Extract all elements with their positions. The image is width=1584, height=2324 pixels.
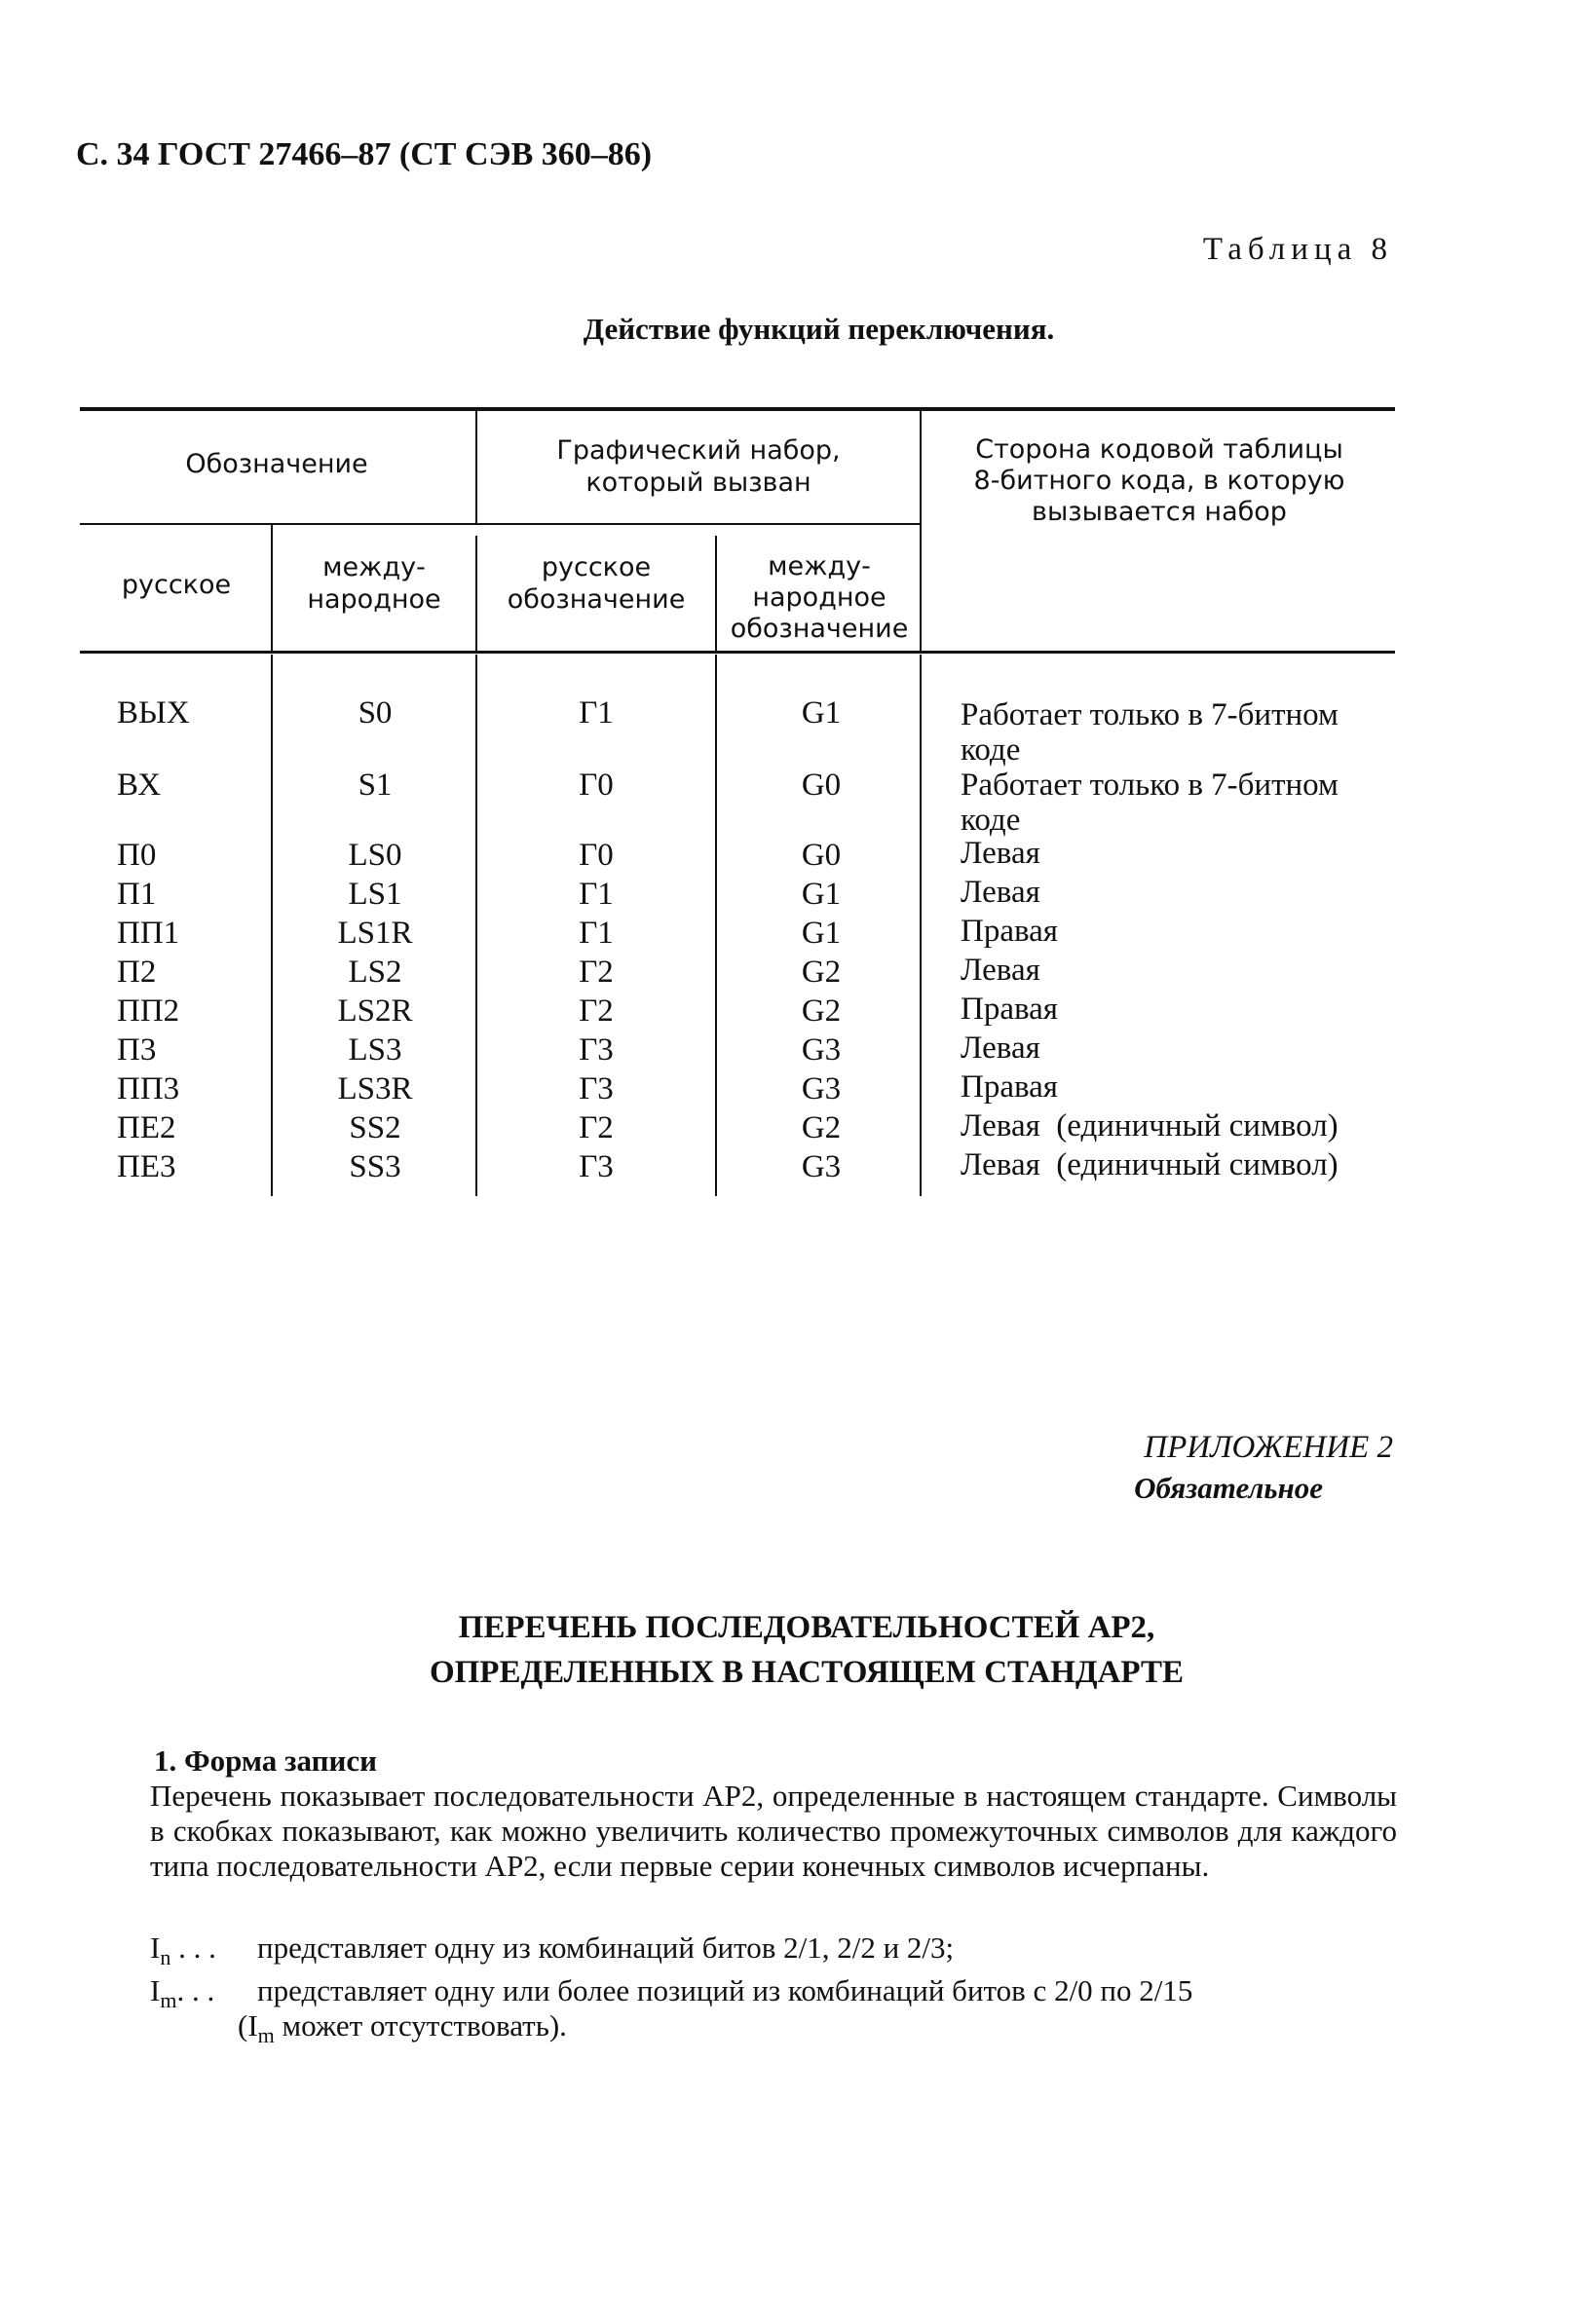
row-4-int: LS1 <box>348 877 402 912</box>
table-vline-3 <box>271 524 273 653</box>
row-3-ru: П0 <box>117 838 157 873</box>
definition-im <box>150 1973 1407 2051</box>
page-header: С. 34 ГОСТ 27466–87 (СТ СЭВ 360–86) <box>76 136 653 172</box>
row-5-int: LS1R <box>337 916 413 951</box>
table-caption: Действие функций переключения. <box>583 312 1055 346</box>
definition-in-text: представляет одну из комбинаций битов 2/1, 2/2 и 2/3; <box>257 1930 955 1965</box>
row-7-ru: ПП2 <box>117 993 180 1029</box>
table-header-bottom-rule <box>80 651 1395 654</box>
row-2-int: S1 <box>358 768 393 803</box>
row-6-ru: П2 <box>117 955 157 990</box>
header-graphic-set: Графический набор, который вызван <box>556 435 841 498</box>
row-11-graphic-ru: Г3 <box>579 1149 614 1184</box>
row-8-int: LS3 <box>348 1032 402 1068</box>
table-body-vline-3 <box>715 655 717 1196</box>
row-5-graphic-ru: Г1 <box>579 916 614 951</box>
row-6-side: Левая <box>961 953 1040 988</box>
row-10-int: SS2 <box>349 1110 401 1145</box>
row-7-side: Правая <box>961 992 1058 1027</box>
header-russian: русское <box>121 570 232 600</box>
row-7-int: LS2R <box>337 993 413 1029</box>
definition-im-note: ($I_m$ может отсутствовать). <box>238 2008 567 2048</box>
row-3-int: LS0 <box>348 838 402 873</box>
section-title-line-1: ПЕРЕЧЕНЬ ПОСЛЕДОВАТЕЛЬНОСТЕЙ АР2, <box>458 1610 1155 1645</box>
header-international: между- народное <box>307 552 441 615</box>
row-8-graphic-ru: Г3 <box>579 1032 614 1068</box>
table-header-divider <box>80 523 922 525</box>
row-10-graphic-ru: Г2 <box>579 1110 614 1145</box>
row-8-ru: П3 <box>117 1032 157 1068</box>
row-9-ru: ПП3 <box>117 1071 180 1106</box>
header-graphic-international: между- народное обозначение <box>730 551 909 644</box>
row-1-int: S0 <box>358 695 393 731</box>
body-paragraph: Перечень показывает последовательности АР2, определенные в настоящем стандарте. Символы в скобках показывают, как можно увеличить количество промежуточных символов для каждого типа последовательности АР2, если первые серии конечных символов исчерпаны. <box>150 1779 1397 1883</box>
table-label: Таблица 8 <box>1202 232 1393 267</box>
row-8-graphic-int: G3 <box>801 1032 842 1068</box>
row-5-side: Правая <box>961 914 1058 949</box>
row-10-side: Левая (единичный символ) <box>961 1108 1339 1143</box>
row-9-graphic-int: G3 <box>801 1071 842 1106</box>
row-2-graphic-ru: Г0 <box>579 768 614 803</box>
row-1-side: Работает только в 7-битном коде <box>961 697 1339 768</box>
section-heading: 1. Форма записи <box>154 1743 377 1778</box>
header-graphic-russian: русское обозначение <box>507 552 686 615</box>
table-vline-5 <box>715 536 717 653</box>
definition-im-text: представляет одну или более позиций из комбинаций битов с 2/0 по 2/15 <box>257 1973 1193 2007</box>
header-code-side: Сторона кодовой таблицы 8-битного кода, в которую вызывается набор <box>973 434 1345 527</box>
row-3-graphic-int: G0 <box>801 838 842 873</box>
row-1-ru: ВЫХ <box>117 695 190 731</box>
appendix-subtitle: Обязательное <box>1134 1471 1323 1505</box>
table-top-rule <box>80 407 1395 411</box>
row-4-graphic-int: G1 <box>801 877 842 912</box>
row-2-ru: ВХ <box>117 768 162 803</box>
row-4-ru: П1 <box>117 877 157 912</box>
row-2-side: Работает только в 7-битном коде <box>961 768 1339 838</box>
row-6-graphic-int: G2 <box>801 955 842 990</box>
row-1-graphic-ru: Г1 <box>579 695 614 731</box>
row-5-graphic-int: G1 <box>801 916 842 951</box>
row-6-graphic-ru: Г2 <box>579 955 614 990</box>
row-1-graphic-int: G1 <box>801 695 842 731</box>
row-7-graphic-ru: Г2 <box>579 993 614 1029</box>
row-9-graphic-ru: Г3 <box>579 1071 614 1106</box>
row-5-ru: ПП1 <box>117 916 180 951</box>
row-9-side: Правая <box>961 1069 1058 1105</box>
definition-im-symbol: $I_m$. . . <box>150 1973 215 2013</box>
row-10-ru: ПЕ2 <box>117 1110 176 1145</box>
row-3-side: Левая <box>961 836 1040 871</box>
row-4-graphic-ru: Г1 <box>579 877 614 912</box>
row-2-graphic-int: G0 <box>801 768 842 803</box>
row-8-side: Левая <box>961 1031 1040 1066</box>
section-title <box>0 1605 1584 1695</box>
row-11-side: Левая (единичный символ) <box>961 1147 1339 1182</box>
appendix-title: ПРИЛОЖЕНИЕ 2 <box>1144 1430 1393 1465</box>
row-3-graphic-ru: Г0 <box>579 838 614 873</box>
definition-in-symbol: $I_n$ . . . <box>150 1930 216 1970</box>
row-9-int: LS3R <box>337 1071 413 1106</box>
section-title-line-2: ОПРЕДЕЛЕННЫХ В НАСТОЯЩЕМ СТАНДАРТЕ <box>429 1655 1185 1690</box>
table-vline-4 <box>475 536 477 653</box>
row-10-graphic-int: G2 <box>801 1110 842 1145</box>
row-11-ru: ПЕ3 <box>117 1149 176 1184</box>
row-11-int: SS3 <box>349 1149 401 1184</box>
row-6-int: LS2 <box>348 955 402 990</box>
header-designation: Обозначение <box>185 449 368 479</box>
table-vline-2 <box>920 409 922 653</box>
row-7-graphic-int: G2 <box>801 993 842 1029</box>
row-11-graphic-int: G3 <box>801 1149 842 1184</box>
row-4-side: Левая <box>961 875 1040 910</box>
table-vline-1 <box>475 409 477 524</box>
